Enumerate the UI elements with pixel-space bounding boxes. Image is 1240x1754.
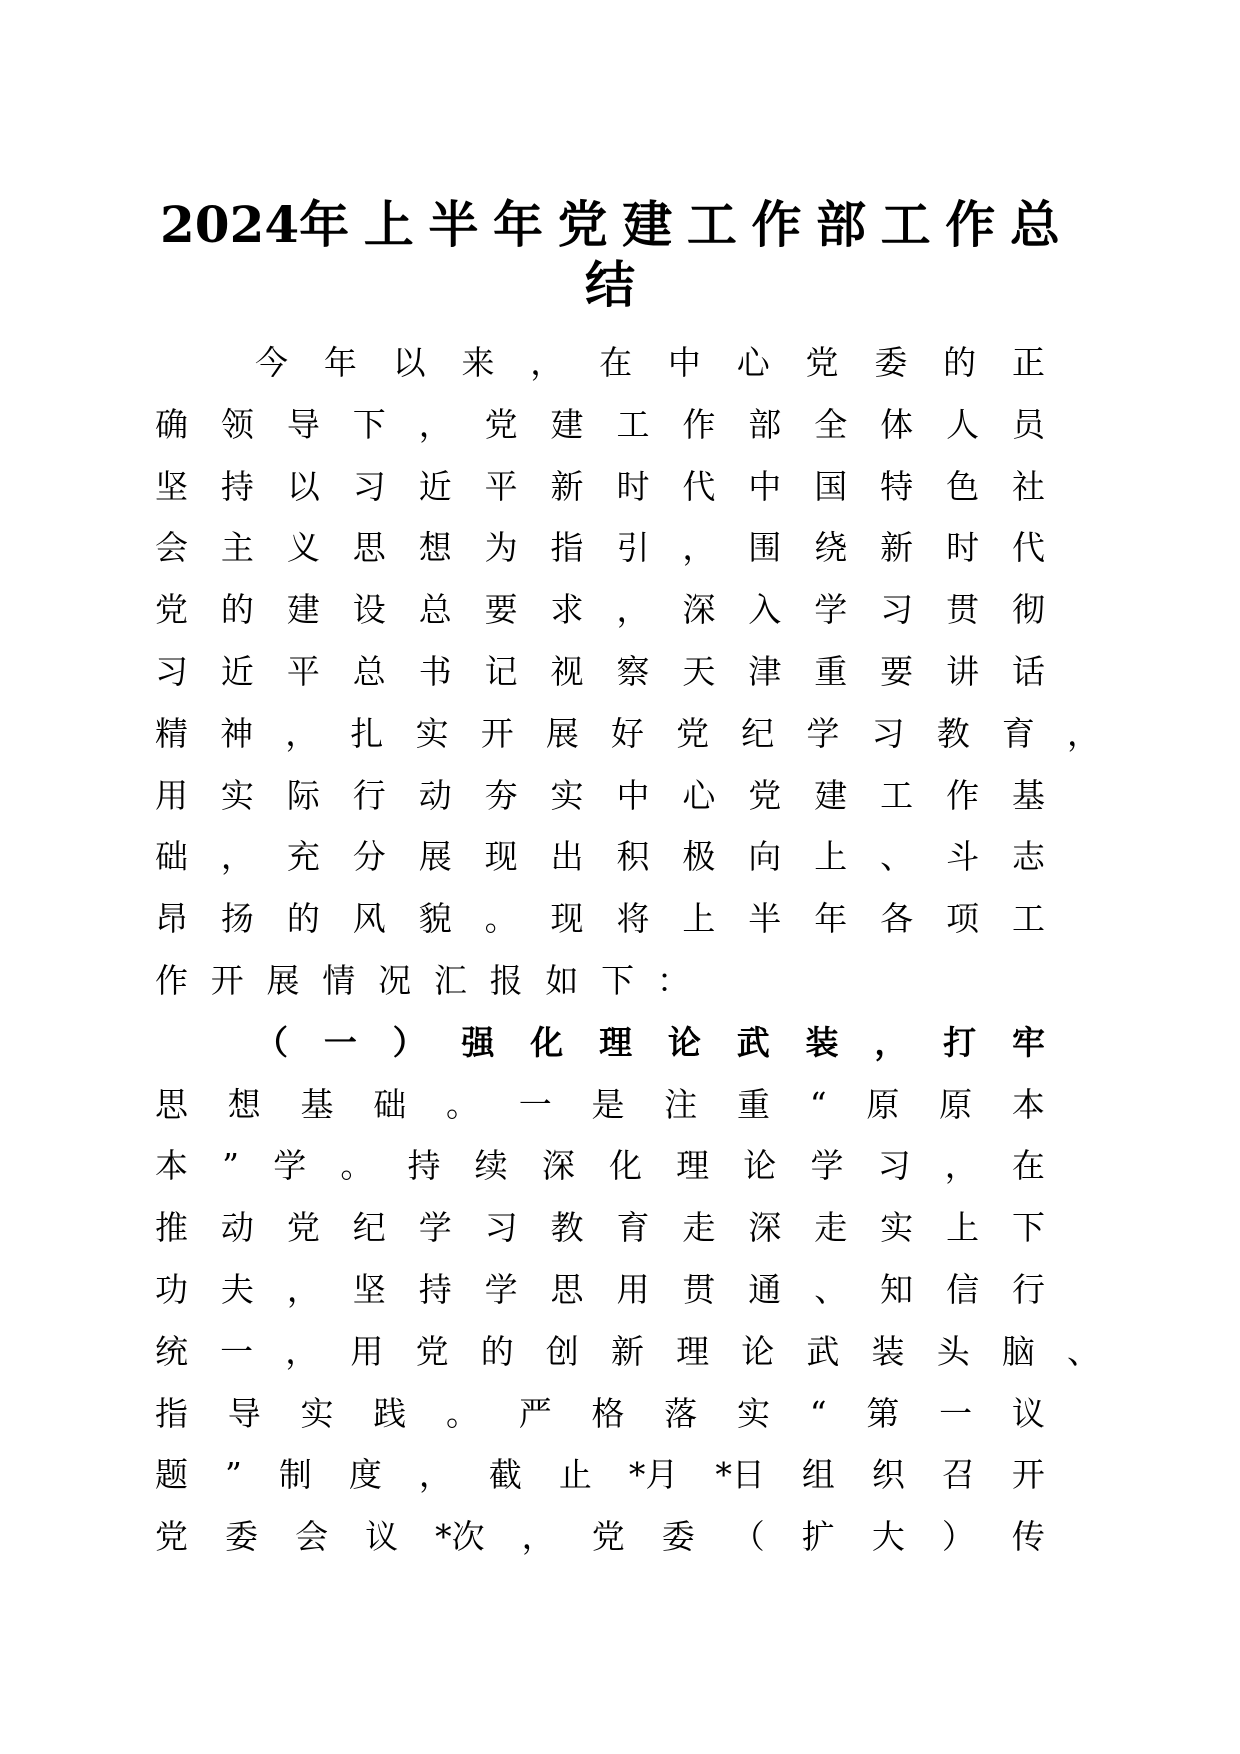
paragraph-line: 确 领 导 下 ， 党 建 工 作 部 全 体 人 员 xyxy=(155,404,1045,444)
paragraph-line: 会 主 义 思 想 为 指 引 ， 围 绕 新 时 代 xyxy=(155,528,1045,568)
paragraph-line: 思 想 基 础 。 一 是 注 重 “ 原 原 本 xyxy=(155,1084,1045,1124)
paragraph-line: 用 实 际 行 动 夯 实 中 心 党 建 工 作 基 xyxy=(155,775,1045,815)
title-line-2 xyxy=(160,255,1060,315)
section-heading-line: （ 一 ） 强 化 理 论 武 装 ， 打 牢 xyxy=(255,1022,1045,1062)
paragraph-line: 题 ” 制 度 ， 截 止 *月 *日 组 织 召 开 xyxy=(155,1455,1045,1495)
paragraph-line: 坚 持 以 习 近 平 新 时 代 中 国 特 色 社 xyxy=(155,466,1045,506)
paragraph-line: 党 的 建 设 总 要 求 ， 深 入 学 习 贯 彻 xyxy=(155,590,1045,630)
paragraph-line: 指 导 实 践 。 严 格 落 实 “ 第 一 议 xyxy=(155,1393,1045,1433)
paragraph-line: 统 一 ， 用 党 的 创 新 理 论 武 装 头 脑 、 xyxy=(155,1331,1100,1371)
paragraph-line: 精 神 ， 扎 实 开 展 好 党 纪 学 习 教 育 ， xyxy=(155,713,1100,753)
document-title xyxy=(160,195,1060,315)
paragraph-line: 习 近 平 总 书 记 视 察 天 津 重 要 讲 话 xyxy=(155,651,1045,691)
body-text xyxy=(155,332,1115,1568)
paragraph-line: 党 委 会 议 *次 ， 党 委 （ 扩 大 ） 传 xyxy=(155,1517,1045,1557)
title-line-1: 2024年 上 半 年 党 建 工 作 部 工 作 总 xyxy=(160,195,1060,254)
paragraph-line: 本 ” 学 。 持 续 深 化 理 论 学 习 ， 在 xyxy=(155,1146,1045,1186)
paragraph-line: 础 ， 充 分 展 现 出 积 极 向 上 、 斗 志 xyxy=(155,837,1045,877)
paragraph-line: 功 夫 ， 坚 持 学 思 用 贯 通 、 知 信 行 xyxy=(155,1269,1045,1309)
title-line-2-text: 结 xyxy=(585,255,635,314)
paragraph-line: 作 开 展 情 况 汇 报 如 下 ： xyxy=(155,960,690,1000)
paragraph-line: 昂 扬 的 风 貌 。 现 将 上 半 年 各 项 工 xyxy=(155,899,1045,939)
paragraph-line: 推 动 党 纪 学 习 教 育 走 深 走 实 上 下 xyxy=(155,1208,1045,1248)
paragraph-line: 今 年 以 来 ， 在 中 心 党 委 的 正 xyxy=(255,343,1045,382)
